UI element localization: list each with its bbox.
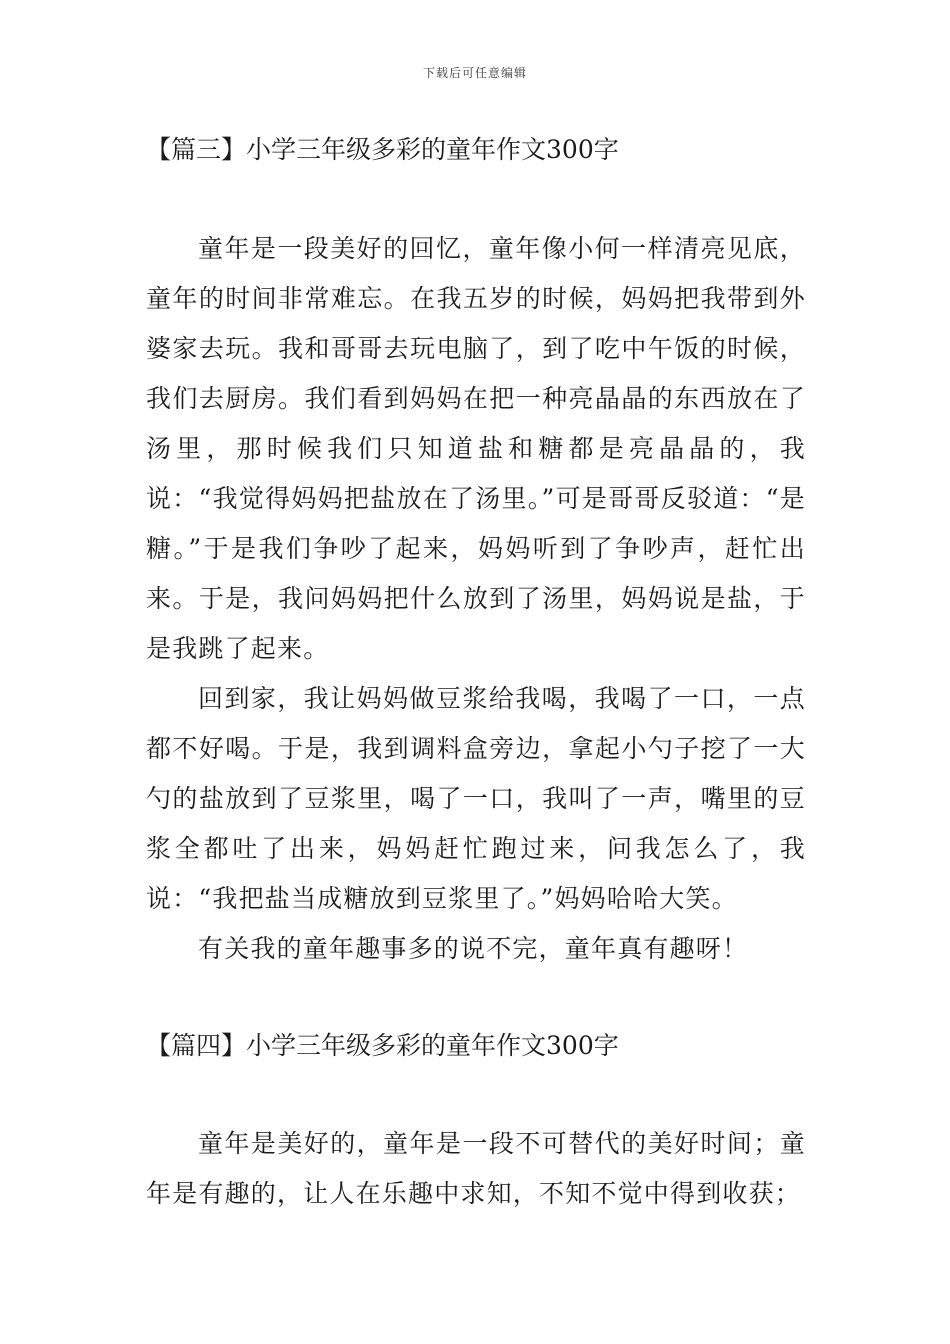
paragraph: 童年是美好的，童年是一段不可替代的美好时间；童年是有趣的，让人在乐趣中求知，不知不觉中得到收获； [146,1129,806,1208]
paragraph: 有关我的童年趣事多的说不完，童年真有趣呀！ [198,934,749,963]
section-body-3 [146,224,806,974]
section-body-4 [146,1119,806,1219]
paragraph: 童年是一段美好的回忆，童年像小何一样清亮见底，童年的时间非常难忘。在我五岁的时候，妈妈把我带到外婆家去玩。我和哥哥去玩电脑了，到了吃中午饭的时候，我们去厨房。我们看到妈妈在把一种亮晶晶的东西放在了汤里，那时候我们只知道盐和糖都是亮晶晶的，我说：“我觉得妈妈把盐放在了汤里。”可是哥哥反驳道：“是糖。”于是我们争吵了起来，妈妈听到了争吵声，赶忙出来。于是，我问妈妈把什么放到了汤里，妈妈说是盐，于是我跳了起来。 [146,234,806,663]
paragraph: 回到家，我让妈妈做豆浆给我喝，我喝了一口，一点都不好喝。于是，我到调料盒旁边，拿起小勺子挖了一大勺的盐放到了豆浆里，喝了一口，我叫了一声，嘴里的豆浆全都吐了出来，妈妈赶忙跑过来，问我怎么了，我说：“我把盐当成糖放到豆浆里了。”妈妈哈哈大笑。 [146,684,806,913]
section-heading-3: 【篇三】小学三年级多彩的童年作文300字 [146,135,619,164]
section-heading-4: 【篇四】小学三年级多彩的童年作文300字 [146,1031,619,1060]
page-header-note: 下载后可任意编辑 [422,66,527,80]
